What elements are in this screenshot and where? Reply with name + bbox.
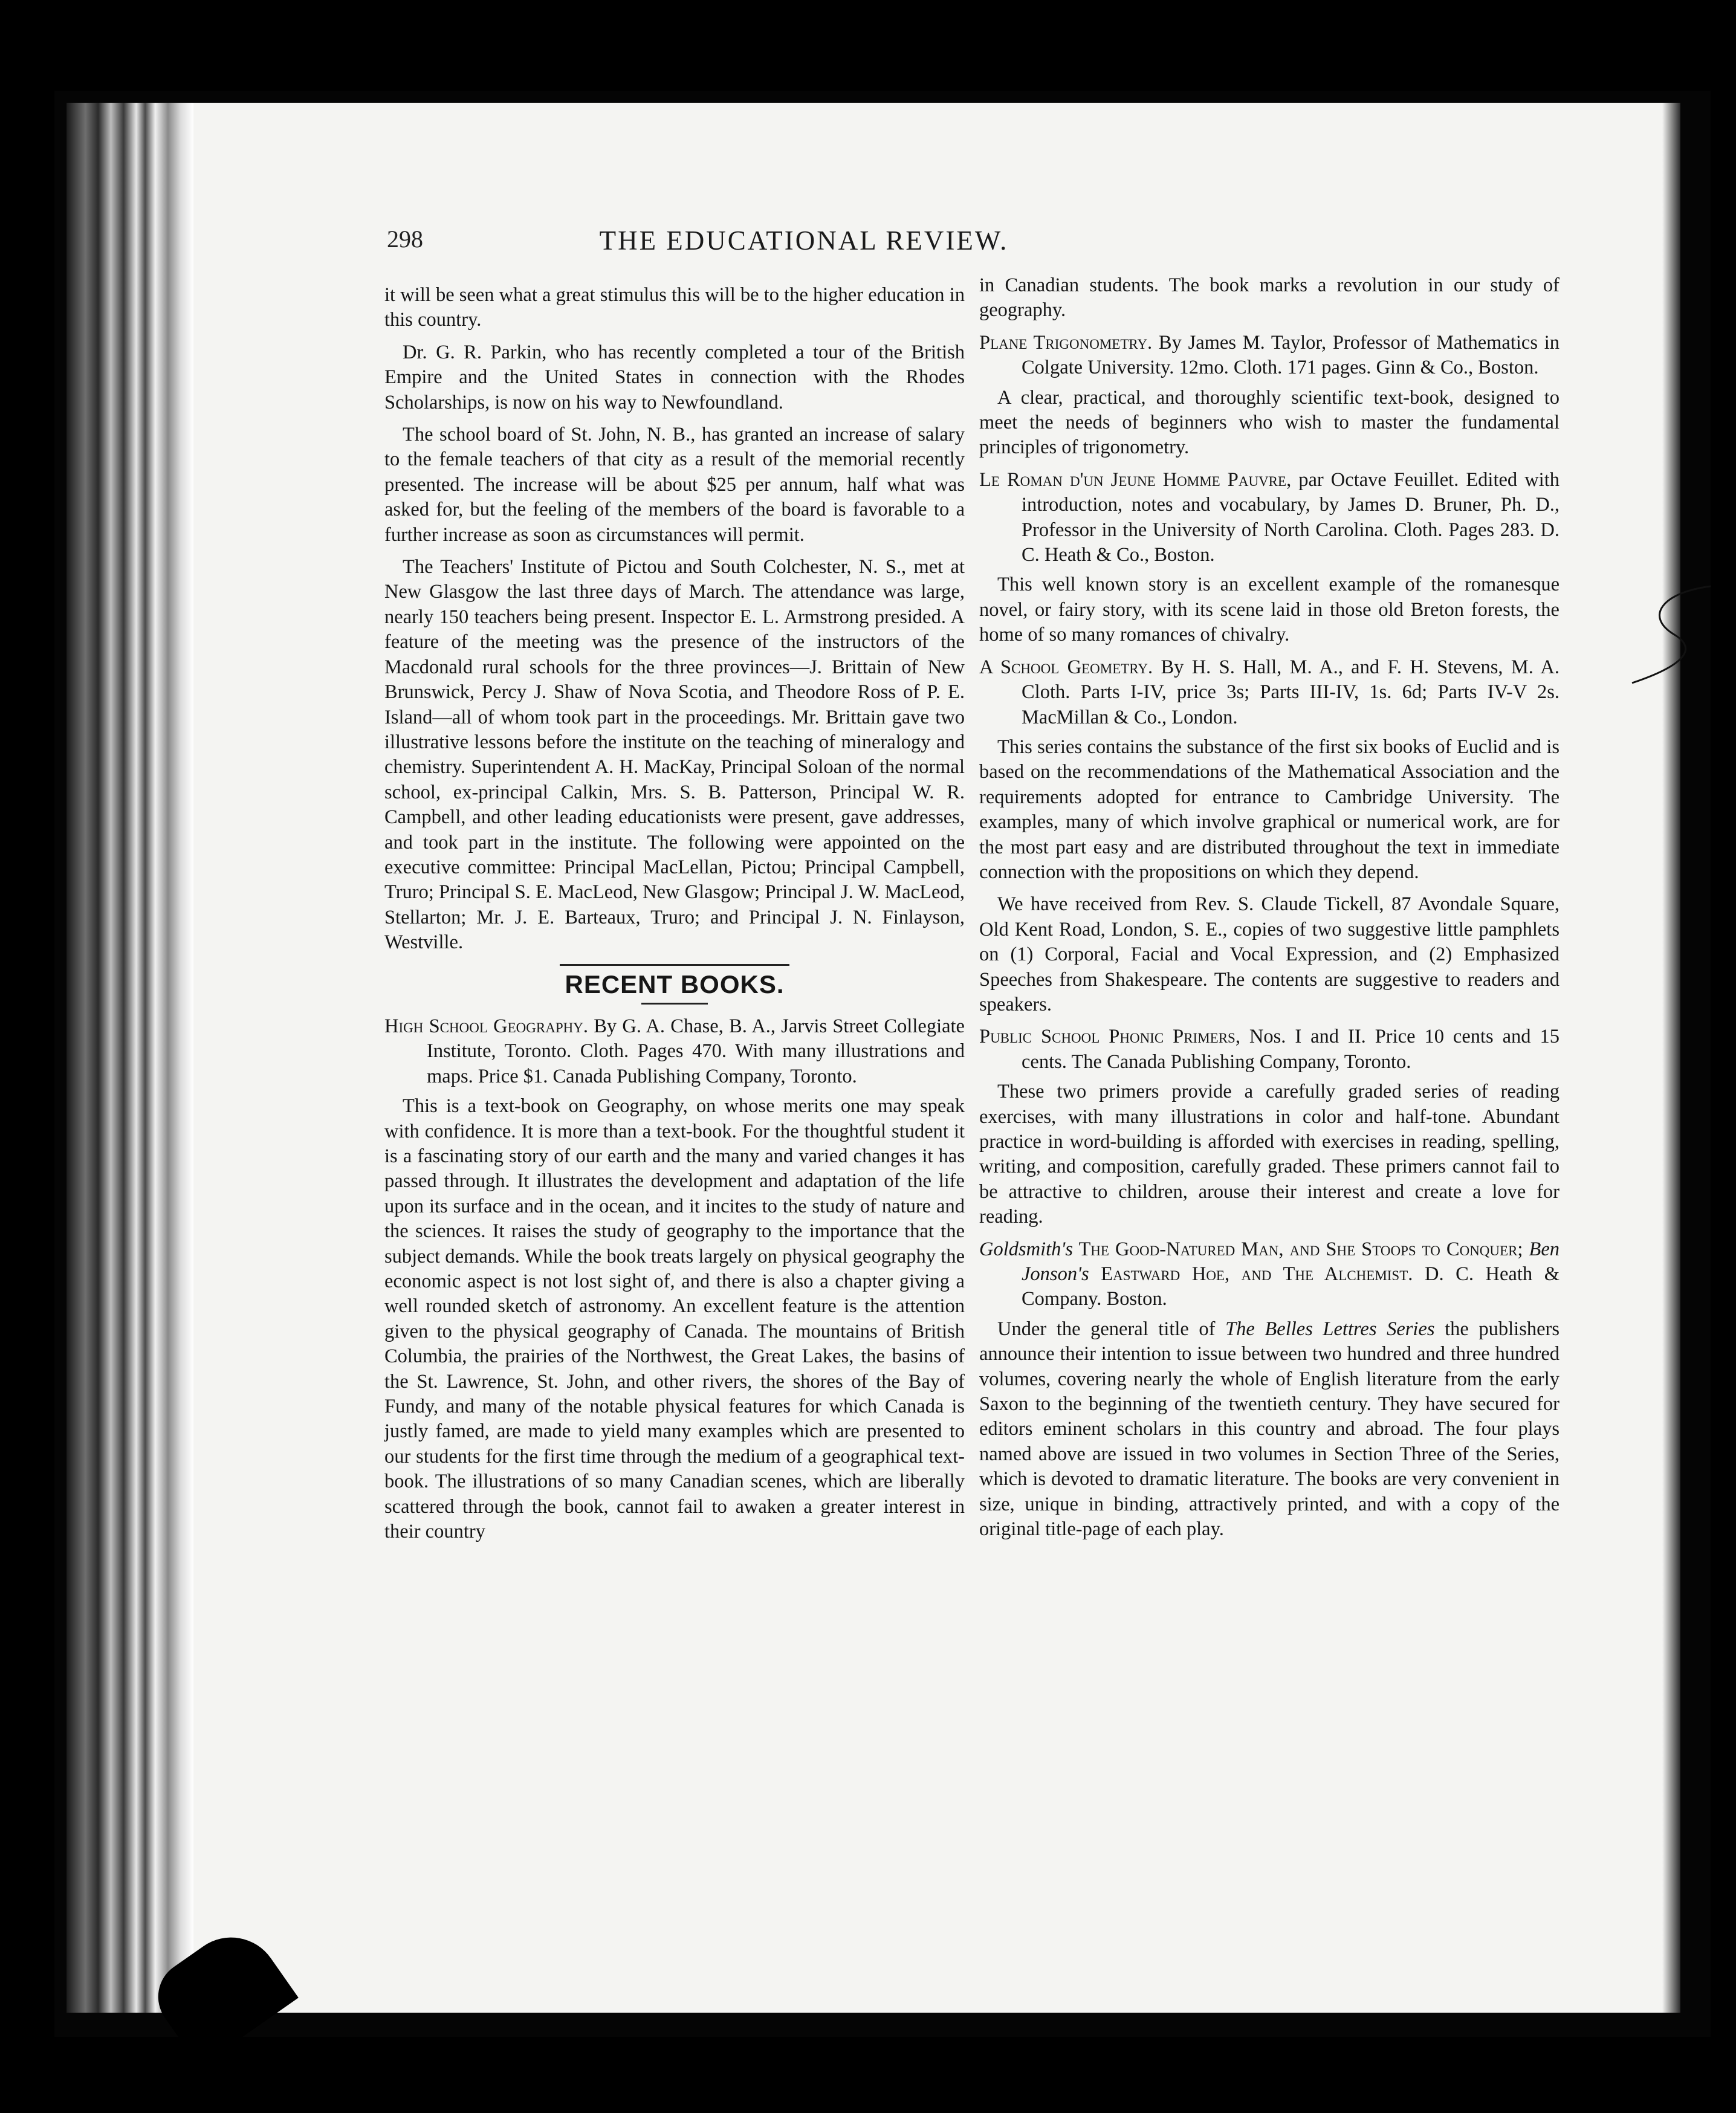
book-details: par Octave Feuillet. Edited with introduction, notes and vocabulary, by James D. Bruner, Ph. D., Professor in the University of North Carolina. Cloth. Pages 283. D. C. Heath & Co., Boston. (1022, 468, 1559, 566)
book-details: Nos. I and II. Price 10 cents and 15 cents. The Canada Publishing Company, Toronto. (1022, 1026, 1560, 1073)
margin-pencil-mark (1626, 580, 1717, 689)
book-title: High School Geography. (384, 1015, 588, 1037)
book-review: A clear, practical, and thoroughly scientific text-book, designed to meet the needs of beginners who wish to master the fundamental principles of trigonometry. (979, 386, 1559, 459)
book-title: Plane Trigonometry. (979, 331, 1153, 354)
book-entry (979, 655, 1559, 730)
paragraph: Dr. G. R. Parkin, who has recently completed a tour of the British Empire and the United States in connection with the Rhodes Scholarships, is now on his way to Newfoundland. (384, 341, 965, 413)
paragraph: in Canadian students. The book marks a revolution in our study of geography. (979, 274, 1559, 322)
book-review: This is a text-book on Geography, on whose merits one may speak with confidence. It is more than a text-book. For the thoughtful student it is a fascinating story of our earth and the many and varied changes it has passed through. It illustrates the development and adaptation of the life upon its surface and in the ocean, and it incites to the study of nature and the sciences. It raises the study of geography to the importance that the subject demands. While the book treats largely on physical geography the economic aspect is not lost sight of, and there is also a chapter giving a well rounded sketch of astronomy. An excellent feature is the attention given to the physical geography of Canada. The mountains of British Columbia, the prairies of the Northwest, the Great Lakes, the basins of the St. Lawrence, St. John, and other rivers, the shores of the Bay of Fundy, and many of the notable physical features for which Canada is justly famed, are made to yield many examples which are presented to our students for the first time through the medium of a geographical text-book. The illustrations of so many Canadian scenes, which are liberally scattered through the book, cannot fail to awaken a greater interest in their country (384, 1095, 965, 1543)
book-author: Goldsmith's (979, 1238, 1074, 1260)
review-text: the publishers announce their intention to issue between two hundred and three hundred volumes, covering nearly the whole of English literature from the early Saxon to the beginning of the twentieth century. They have secured for editors eminent scholars in this country and abroad. The four plays named above are issued in two volumes in Section Three of the Series, which is devoted to dramatic literature. The books are very convenient in size, unique in binding, attractively printed, and with a copy of the original title-page of each play. (979, 1318, 1559, 1541)
paragraph: The school board of St. John, N. B., has granted an increase of salary to the female teachers of that city as a result of the memorial recently presented. The increase will be about $25 per annum, half what was asked for, but the feeling of the members of the board is favorable to a further increase as soon as circumstances will permit. (384, 424, 965, 546)
paragraph: We have received from Rev. S. Claude Tickell, 87 Avondale Square, Old Kent Road, London, S. E., copies of two suggestive little pamphlets on (1) Corporal, Facial and Vocal Expression, and (2) Emphasized Speeches from Shakespeare. The contents are suggestive to readers and speakers. (979, 893, 1559, 1015)
book-review: This well known story is an excellent example of the romanesque novel, or fairy story, with its scene laid in those old Breton forests, the home of so many romances of chivalry. (979, 574, 1559, 646)
book-details: D. C. Heath & Company. Boston. (1022, 1263, 1559, 1310)
book-review: These two primers provide a carefully graded series of reading exercises, with many illustrations in color and half-tone. Abundant practice in word-building is afforded with exercises in reading, spelling, writing, and composition, carefully graded. These primers cannot fail to be attractive to children, arouse their interest and create a love for reading. (979, 1081, 1559, 1228)
book-spine (66, 103, 193, 2013)
book-title: Le Roman d'un Jeune Homme Pauvre, (979, 468, 1292, 491)
right-column (979, 273, 1559, 1550)
book-entry (384, 1014, 965, 1089)
book-entry (979, 468, 1559, 568)
paragraph: it will be seen what a great stimulus this will be to the higher education in this country. (384, 284, 965, 331)
section-rule (560, 964, 789, 966)
book-title: A School Geometry. (979, 656, 1153, 678)
section-rule-short (641, 1003, 708, 1005)
book-details: By G. A. Chase, B. A., Jarvis Street Collegiate Institute, Toronto. Cloth. Pages 470. With many illustrations and maps. Price $1. Canada Publishing Company, Toronto. (427, 1015, 965, 1087)
book-title: Eastward Hoe, and The Alchemist. (1089, 1263, 1413, 1286)
page-header (387, 225, 1221, 261)
book-title: The Good-Natured Man, and She Stoops to Conquer; (1073, 1238, 1529, 1260)
page-number: 298 (387, 225, 423, 253)
running-title: THE EDUCATIONAL REVIEW. (599, 225, 1009, 256)
series-title: The Belles Lettres Series (1225, 1318, 1435, 1340)
book-review: This series contains the substance of the first six books of Euclid and is based on the recommendations of the Mathematical Association and the requirements adopted for entrance to Cambridge University. The examples, many of which involve graphical or numerical work, are for the most part easy and are distributed throughout the text in immediate connection with the propositions on which they depend. (979, 736, 1559, 883)
book-details: By James M. Taylor, Professor of Mathematics in Colgate University. 12mo. Cloth. 171 pages. Ginn & Co., Boston. (1022, 331, 1559, 379)
book-entry (979, 1024, 1559, 1075)
book-entry (979, 331, 1559, 381)
section-heading: RECENT BOOKS. (565, 969, 785, 998)
review-text: Under the general title of (997, 1318, 1226, 1340)
book-review (979, 1317, 1559, 1542)
book-author: Ben Jonson's (1022, 1238, 1559, 1286)
paragraph: The Teachers' Institute of Pictou and South Colchester, N. S., met at New Glasgow the last three days of March. The attendance was large, nearly 150 teachers being present. Inspector E. L. Armstrong presided. A feature of the meeting was the presence of the instructors of the Macdonald rural schools for the three provinces—J. Brittain of New Brunswick, Percy J. Shaw of Nova Scotia, and Theodore Ross of P. E. Island—all of whom took part in the proceedings. Mr. Brittain gave two illustrative lessons before the institute on the teaching of mineralogy and chemistry. Superintendent A. H. MacKay, Principal Soloan of the normal school, ex-principal Calkin, Mrs. S. B. Patterson, Principal W. R. Campbell, and other leading educationists were present, gave addresses, and took part in the institute. The following were appointed on the executive committee: Principal MacLellan, Pictou; Principal Campbell, Truro; Principal S. E. MacLeod, New Glasgow; Principal J. W. MacLeod, Stellarton; Mr. J. E. Barteaux, Truro; and Principal J. N. Finlayson, Westville. (384, 556, 965, 954)
left-column (384, 283, 965, 1552)
book-title: Public School Phonic Primers, (979, 1026, 1240, 1048)
book-entry (979, 1237, 1559, 1312)
book-details: By H. S. Hall, M. A., and F. H. Stevens, M. A. Cloth. Parts I-IV, price 3s; Parts III-IV, 1s. 6d; Parts IV-V 2s. MacMillan & Co., London. (1022, 656, 1559, 728)
